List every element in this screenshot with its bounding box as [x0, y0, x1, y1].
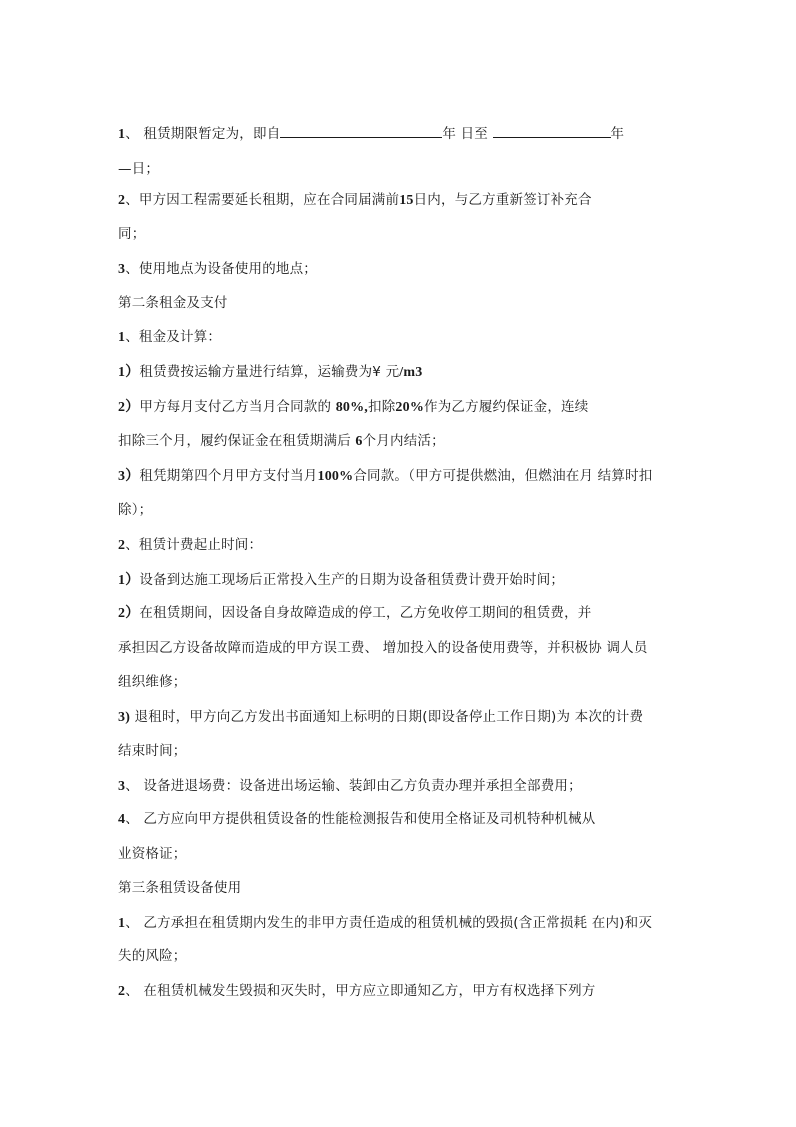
- line-text: 、 乙方承担在租赁期内发生的非甲方责任造成的租赁机械的毁损(含正常损耗 在内)和灭: [125, 915, 653, 931]
- line-text: 、 乙方应向甲方提供租赁设备的性能检测报告和使用全格证及司机特种机械从: [125, 811, 596, 827]
- line-text: 、 设备进退场费：设备进出场运输、装卸由乙方负责办理并承担全部费用；: [125, 778, 582, 794]
- line-text: /m3: [399, 365, 423, 380]
- document-line: [118, 982, 596, 1001]
- line-text: 第三条租赁设备使用: [118, 880, 242, 896]
- line-text: 、 租赁期限暂定为，即自: [125, 126, 281, 142]
- fill-in-blank: [280, 124, 442, 138]
- line-text: 2: [118, 538, 126, 553]
- line-text: 失的风险；: [118, 948, 187, 964]
- line-text: 20%: [395, 400, 425, 415]
- line-text: 结束时间；: [118, 743, 187, 759]
- line-text: 组织维修；: [118, 674, 187, 690]
- line-text: 、甲方因工程需要延长租期，应在合同届满前: [125, 192, 400, 208]
- document-line: [118, 845, 187, 863]
- line-text: 除）；: [118, 502, 153, 518]
- line-text: 个月内结活；: [362, 433, 445, 449]
- line-text: 、使用地点为设备使用的地点；: [125, 261, 318, 277]
- document-line: [118, 777, 582, 796]
- line-text: 1: [118, 127, 126, 142]
- document-line: [118, 260, 317, 279]
- line-text: 租凭期第四个月甲方支付当月: [139, 468, 318, 484]
- line-text: 退租时，甲方向乙方发出书面通知上标明的日期(即设备停止工作日期)为 本次的计费: [130, 709, 644, 725]
- line-text: 4: [118, 812, 126, 827]
- line-text: 设备到达施工现场后正常投入生产的日期为设备租赁费计费开始时间；: [139, 572, 565, 588]
- line-text: 100%: [317, 469, 354, 484]
- line-text: 80%,: [335, 400, 369, 415]
- line-text: 2: [118, 984, 126, 999]
- line-text: 6: [355, 434, 363, 449]
- document-line: [118, 124, 624, 144]
- line-text: 2）: [118, 400, 140, 415]
- line-text: 3): [118, 710, 131, 725]
- line-text: 承担因乙方设备故障而造成的甲方误工费、 增加投入的设备使用费等，并积极协 调人员: [118, 640, 648, 656]
- document-line: [118, 810, 596, 829]
- line-text: —日；: [118, 161, 160, 177]
- document-line: [118, 160, 159, 178]
- document-line: [118, 398, 588, 417]
- document-line: [118, 363, 422, 382]
- line-text: 15: [399, 193, 414, 208]
- document-line: [118, 879, 241, 897]
- document-line: [118, 742, 187, 760]
- line-text: 第二条租金及支付: [118, 295, 228, 311]
- line-text: 3: [118, 779, 126, 794]
- document-line: [118, 947, 187, 965]
- line-text: 、租赁计费起止时间：: [125, 537, 263, 553]
- document-line: [118, 501, 152, 519]
- document-line: [118, 294, 228, 312]
- line-text: 3）: [118, 469, 140, 484]
- line-text: 日内，与乙方重新签订补充合: [413, 192, 592, 208]
- line-text: 2）: [118, 606, 140, 621]
- line-text: 1: [118, 330, 126, 345]
- document-line: [118, 708, 643, 727]
- line-text: 扣除: [368, 399, 396, 415]
- line-text: 合同款。（甲方可提供燃油，但燃油在月 结算时扣: [353, 468, 653, 484]
- line-text: 租赁费按运输方量进行结算，运输费为¥ 元: [139, 364, 400, 380]
- line-text: 3: [118, 262, 126, 277]
- line-text: 、 在租赁机械发生毁损和灭失时，甲方应立即通知乙方，甲方有权选择下列方: [125, 983, 596, 999]
- line-text: 业资格证；: [118, 846, 187, 862]
- line-text: 1: [118, 916, 126, 931]
- line-text: 在租赁期间，因设备自身故障造成的停工，乙方免收停工期间的租赁费，并: [139, 605, 592, 621]
- document-line: [118, 571, 564, 590]
- fill-in-blank: [493, 124, 611, 138]
- line-text: 2: [118, 193, 126, 208]
- line-text: 、租金及计算：: [125, 329, 222, 345]
- document-line: [118, 639, 648, 657]
- document-line: [118, 914, 652, 933]
- document-line: [118, 191, 592, 210]
- document-line: [118, 673, 187, 691]
- document-line: [118, 604, 592, 623]
- line-text: 1）: [118, 573, 140, 588]
- line-text: 扣除三个月，履约保证金在租赁期满后: [118, 433, 356, 449]
- document-line: [118, 467, 652, 486]
- document-line: [118, 328, 221, 347]
- line-text: 年 日至: [442, 126, 493, 142]
- document-line: [118, 536, 262, 555]
- document-line: [118, 432, 445, 451]
- line-text: 1）: [118, 365, 140, 380]
- document-line: [118, 225, 145, 243]
- line-text: 甲方每月支付乙方当月合同款的: [139, 399, 336, 415]
- line-text: 年: [610, 126, 625, 142]
- line-text: 作为乙方履约保证金，连续: [424, 399, 589, 415]
- line-text: 同；: [118, 226, 146, 242]
